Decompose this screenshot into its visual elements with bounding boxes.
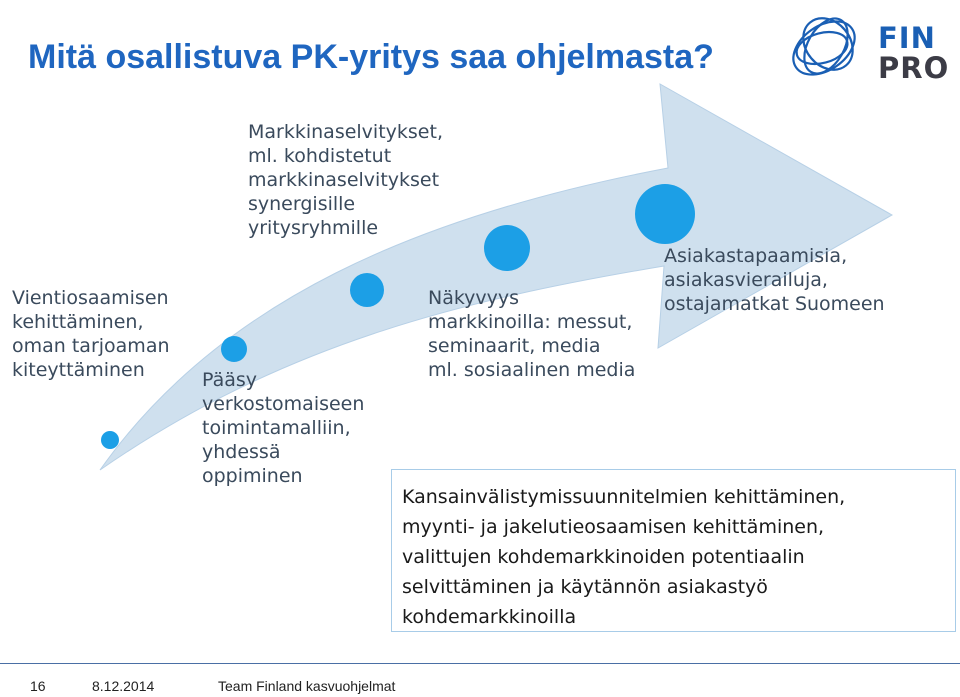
summary-line: valittujen kohdemarkkinoiden potentiaalin	[402, 546, 805, 568]
summary-line: selvittäminen ja käytännön asiakastyö	[402, 576, 768, 598]
summary-line: myynti- ja jakelutieosaamisen kehittäminen,	[402, 516, 825, 538]
summary-box	[391, 469, 956, 632]
step-dot-3	[350, 273, 384, 307]
page-title: Mitä osallistuva PK-yritys saa ohjelmasta?	[28, 38, 714, 76]
footer-date: 8.12.2014	[92, 678, 155, 694]
item-nakyvyys: Näkyvyys markkinoilla: messut, seminaarit, media ml. sosiaalinen media	[428, 287, 636, 381]
item-markkinaselvitykset: Markkinaselvitykset, ml. kohdistetut markkinaselvitykset synergisille yritysryhmille	[248, 121, 443, 239]
footer-team: Team Finland kasvuohjelmat	[218, 678, 396, 694]
item-asiakastapaamiset: Asiakastapaamisia, asiakasvierailuja, ostajamatkat Suomeen	[664, 245, 885, 315]
item-vientiosaaminen: Vientiosaamisen kehittäminen, oman tarjoaman kiteyttäminen	[12, 287, 170, 381]
summary-line: kohdemarkkinoilla	[402, 606, 577, 628]
step-dot-5	[635, 184, 695, 244]
step-dot-2	[221, 336, 247, 362]
footer-divider	[0, 663, 960, 664]
step-dot-4	[484, 225, 530, 271]
page-number: 16	[30, 678, 46, 694]
item-paasy-verkostoon: Pääsy verkostomaiseen toimintamalliin, yhdessä oppiminen	[202, 369, 365, 487]
logo-pro-text: PRO	[878, 51, 950, 85]
step-dot-1	[101, 431, 119, 449]
summary-line: Kansainvälistymissuunnitelmien kehittäminen,	[402, 486, 846, 508]
logo-fin-text: FIN	[878, 21, 936, 55]
